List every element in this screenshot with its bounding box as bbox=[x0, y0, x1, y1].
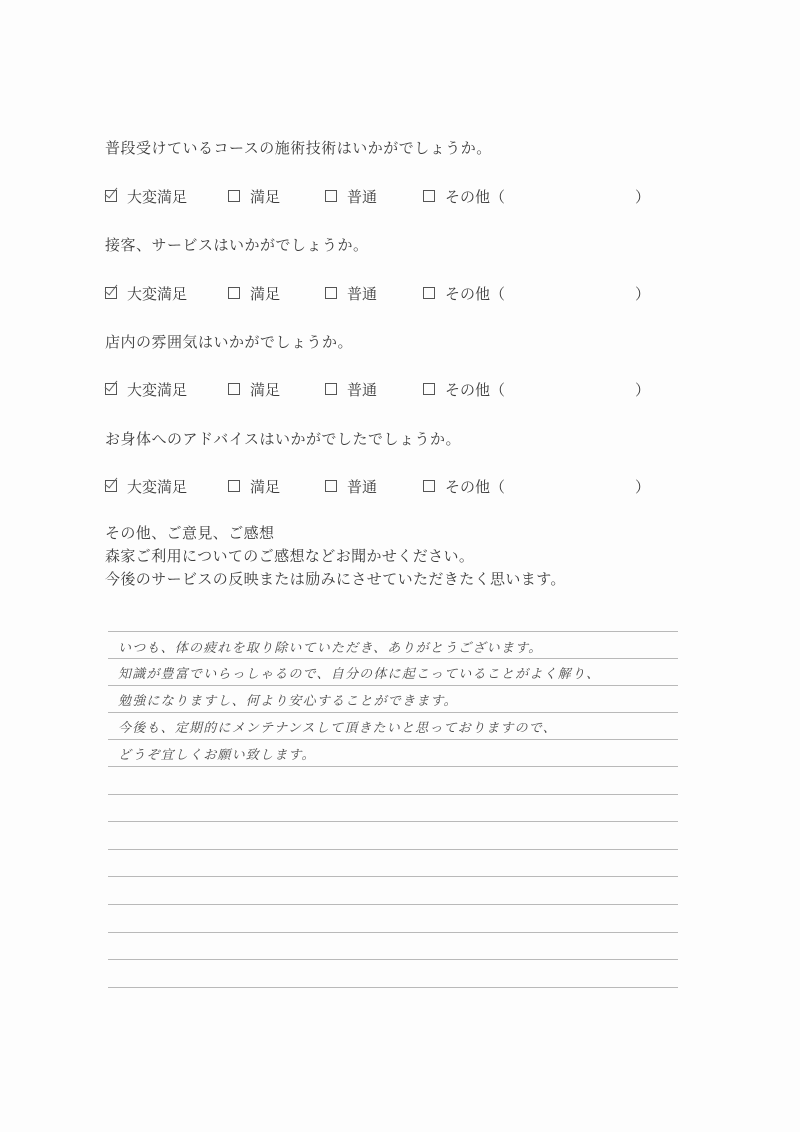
checkbox[interactable] bbox=[325, 287, 337, 299]
option-satisfied[interactable] bbox=[228, 475, 280, 497]
option-normal[interactable] bbox=[325, 185, 377, 207]
option-label: 満足 bbox=[250, 477, 281, 496]
option-label: 満足 bbox=[250, 380, 281, 399]
question-2-options bbox=[105, 282, 665, 304]
option-other-close: ） bbox=[635, 284, 651, 303]
checkbox[interactable] bbox=[325, 383, 337, 395]
option-satisfied[interactable] bbox=[228, 185, 280, 207]
handwritten-line-3: 勉強になりますし、何より安心することができます。 bbox=[118, 694, 458, 709]
ruled-line bbox=[108, 685, 678, 686]
option-other[interactable] bbox=[423, 378, 505, 400]
option-normal[interactable] bbox=[325, 378, 377, 400]
option-normal[interactable] bbox=[325, 282, 377, 304]
checkbox[interactable] bbox=[423, 190, 435, 202]
option-label: その他（ bbox=[445, 187, 506, 206]
option-normal[interactable] bbox=[325, 475, 377, 497]
option-satisfied[interactable] bbox=[228, 378, 280, 400]
option-other[interactable] bbox=[423, 475, 505, 497]
ruled-line bbox=[108, 821, 678, 822]
handwritten-line-2: 知識が豊富でいらっしゃるので、自分の体に起こっていることがよく解り、 bbox=[118, 667, 601, 682]
checkbox[interactable] bbox=[228, 190, 240, 202]
ruled-line bbox=[108, 712, 678, 713]
handwritten-line-5: どうぞ宜しくお願い致します。 bbox=[118, 748, 316, 763]
question-3-text: 店内の雰囲気はいかがでしょうか。 bbox=[105, 333, 354, 351]
handwritten-line-1: いつも、体の疲れを取り除いていただき、ありがとうございます。 bbox=[118, 641, 543, 656]
option-label: 大変満足 bbox=[127, 380, 188, 399]
ruled-line bbox=[108, 987, 678, 988]
option-label: その他（ bbox=[445, 380, 506, 399]
option-other[interactable] bbox=[423, 282, 505, 304]
option-very-satisfied[interactable] bbox=[105, 475, 187, 497]
ruled-line bbox=[108, 631, 678, 632]
checkbox[interactable] bbox=[228, 383, 240, 395]
option-very-satisfied[interactable] bbox=[105, 282, 187, 304]
option-label: 大変満足 bbox=[127, 284, 188, 303]
option-label: 普通 bbox=[347, 187, 378, 206]
option-other-close: ） bbox=[635, 477, 651, 496]
ruled-line bbox=[108, 904, 678, 905]
option-very-satisfied[interactable] bbox=[105, 378, 187, 400]
option-label: 普通 bbox=[347, 380, 378, 399]
ruled-line bbox=[108, 959, 678, 960]
question-4-text: お身体へのアドバイスはいかがでしたでしょうか。 bbox=[105, 430, 462, 448]
option-label: 大変満足 bbox=[127, 187, 188, 206]
ruled-line bbox=[108, 849, 678, 850]
question-3-options bbox=[105, 378, 665, 400]
comments-instruction-1: 森家ご利用についてのご感想などお聞かせください。 bbox=[105, 547, 475, 565]
question-1-options bbox=[105, 185, 665, 207]
ruled-line bbox=[108, 658, 678, 659]
ruled-line bbox=[108, 932, 678, 933]
option-label: 普通 bbox=[347, 284, 378, 303]
option-other-close: ） bbox=[635, 380, 651, 399]
checkbox-checked[interactable] bbox=[105, 287, 117, 299]
checkbox[interactable] bbox=[423, 383, 435, 395]
handwritten-line-4: 今後も、定期的にメンテナンスして頂きたいと思っておりますので、 bbox=[118, 721, 557, 736]
option-other-close: ） bbox=[635, 187, 651, 206]
checkbox-checked[interactable] bbox=[105, 190, 117, 202]
checkbox-checked[interactable] bbox=[105, 480, 117, 492]
question-2-text: 接客、サービスはいかがでしょうか。 bbox=[105, 236, 369, 254]
checkbox[interactable] bbox=[228, 480, 240, 492]
comments-instruction-2: 今後のサービスの反映または励みにさせていただきたく思います。 bbox=[105, 570, 566, 588]
checkbox[interactable] bbox=[325, 190, 337, 202]
ruled-line bbox=[108, 876, 678, 877]
option-label: その他（ bbox=[445, 477, 506, 496]
option-label: 満足 bbox=[250, 284, 281, 303]
checkbox[interactable] bbox=[325, 480, 337, 492]
option-label: 普通 bbox=[347, 477, 378, 496]
option-satisfied[interactable] bbox=[228, 282, 280, 304]
option-very-satisfied[interactable] bbox=[105, 185, 187, 207]
question-1-text: 普段受けているコースの施術技術はいかがでしょうか。 bbox=[105, 139, 492, 157]
checkbox[interactable] bbox=[228, 287, 240, 299]
comments-heading: その他、ご意見、ご感想 bbox=[105, 524, 275, 542]
option-label: 満足 bbox=[250, 187, 281, 206]
ruled-line bbox=[108, 739, 678, 740]
option-label: その他（ bbox=[445, 284, 506, 303]
question-4-options bbox=[105, 475, 665, 497]
option-label: 大変満足 bbox=[127, 477, 188, 496]
checkbox-checked[interactable] bbox=[105, 383, 117, 395]
ruled-line bbox=[108, 766, 678, 767]
option-other[interactable] bbox=[423, 185, 505, 207]
checkbox[interactable] bbox=[423, 480, 435, 492]
ruled-line bbox=[108, 794, 678, 795]
checkbox[interactable] bbox=[423, 287, 435, 299]
